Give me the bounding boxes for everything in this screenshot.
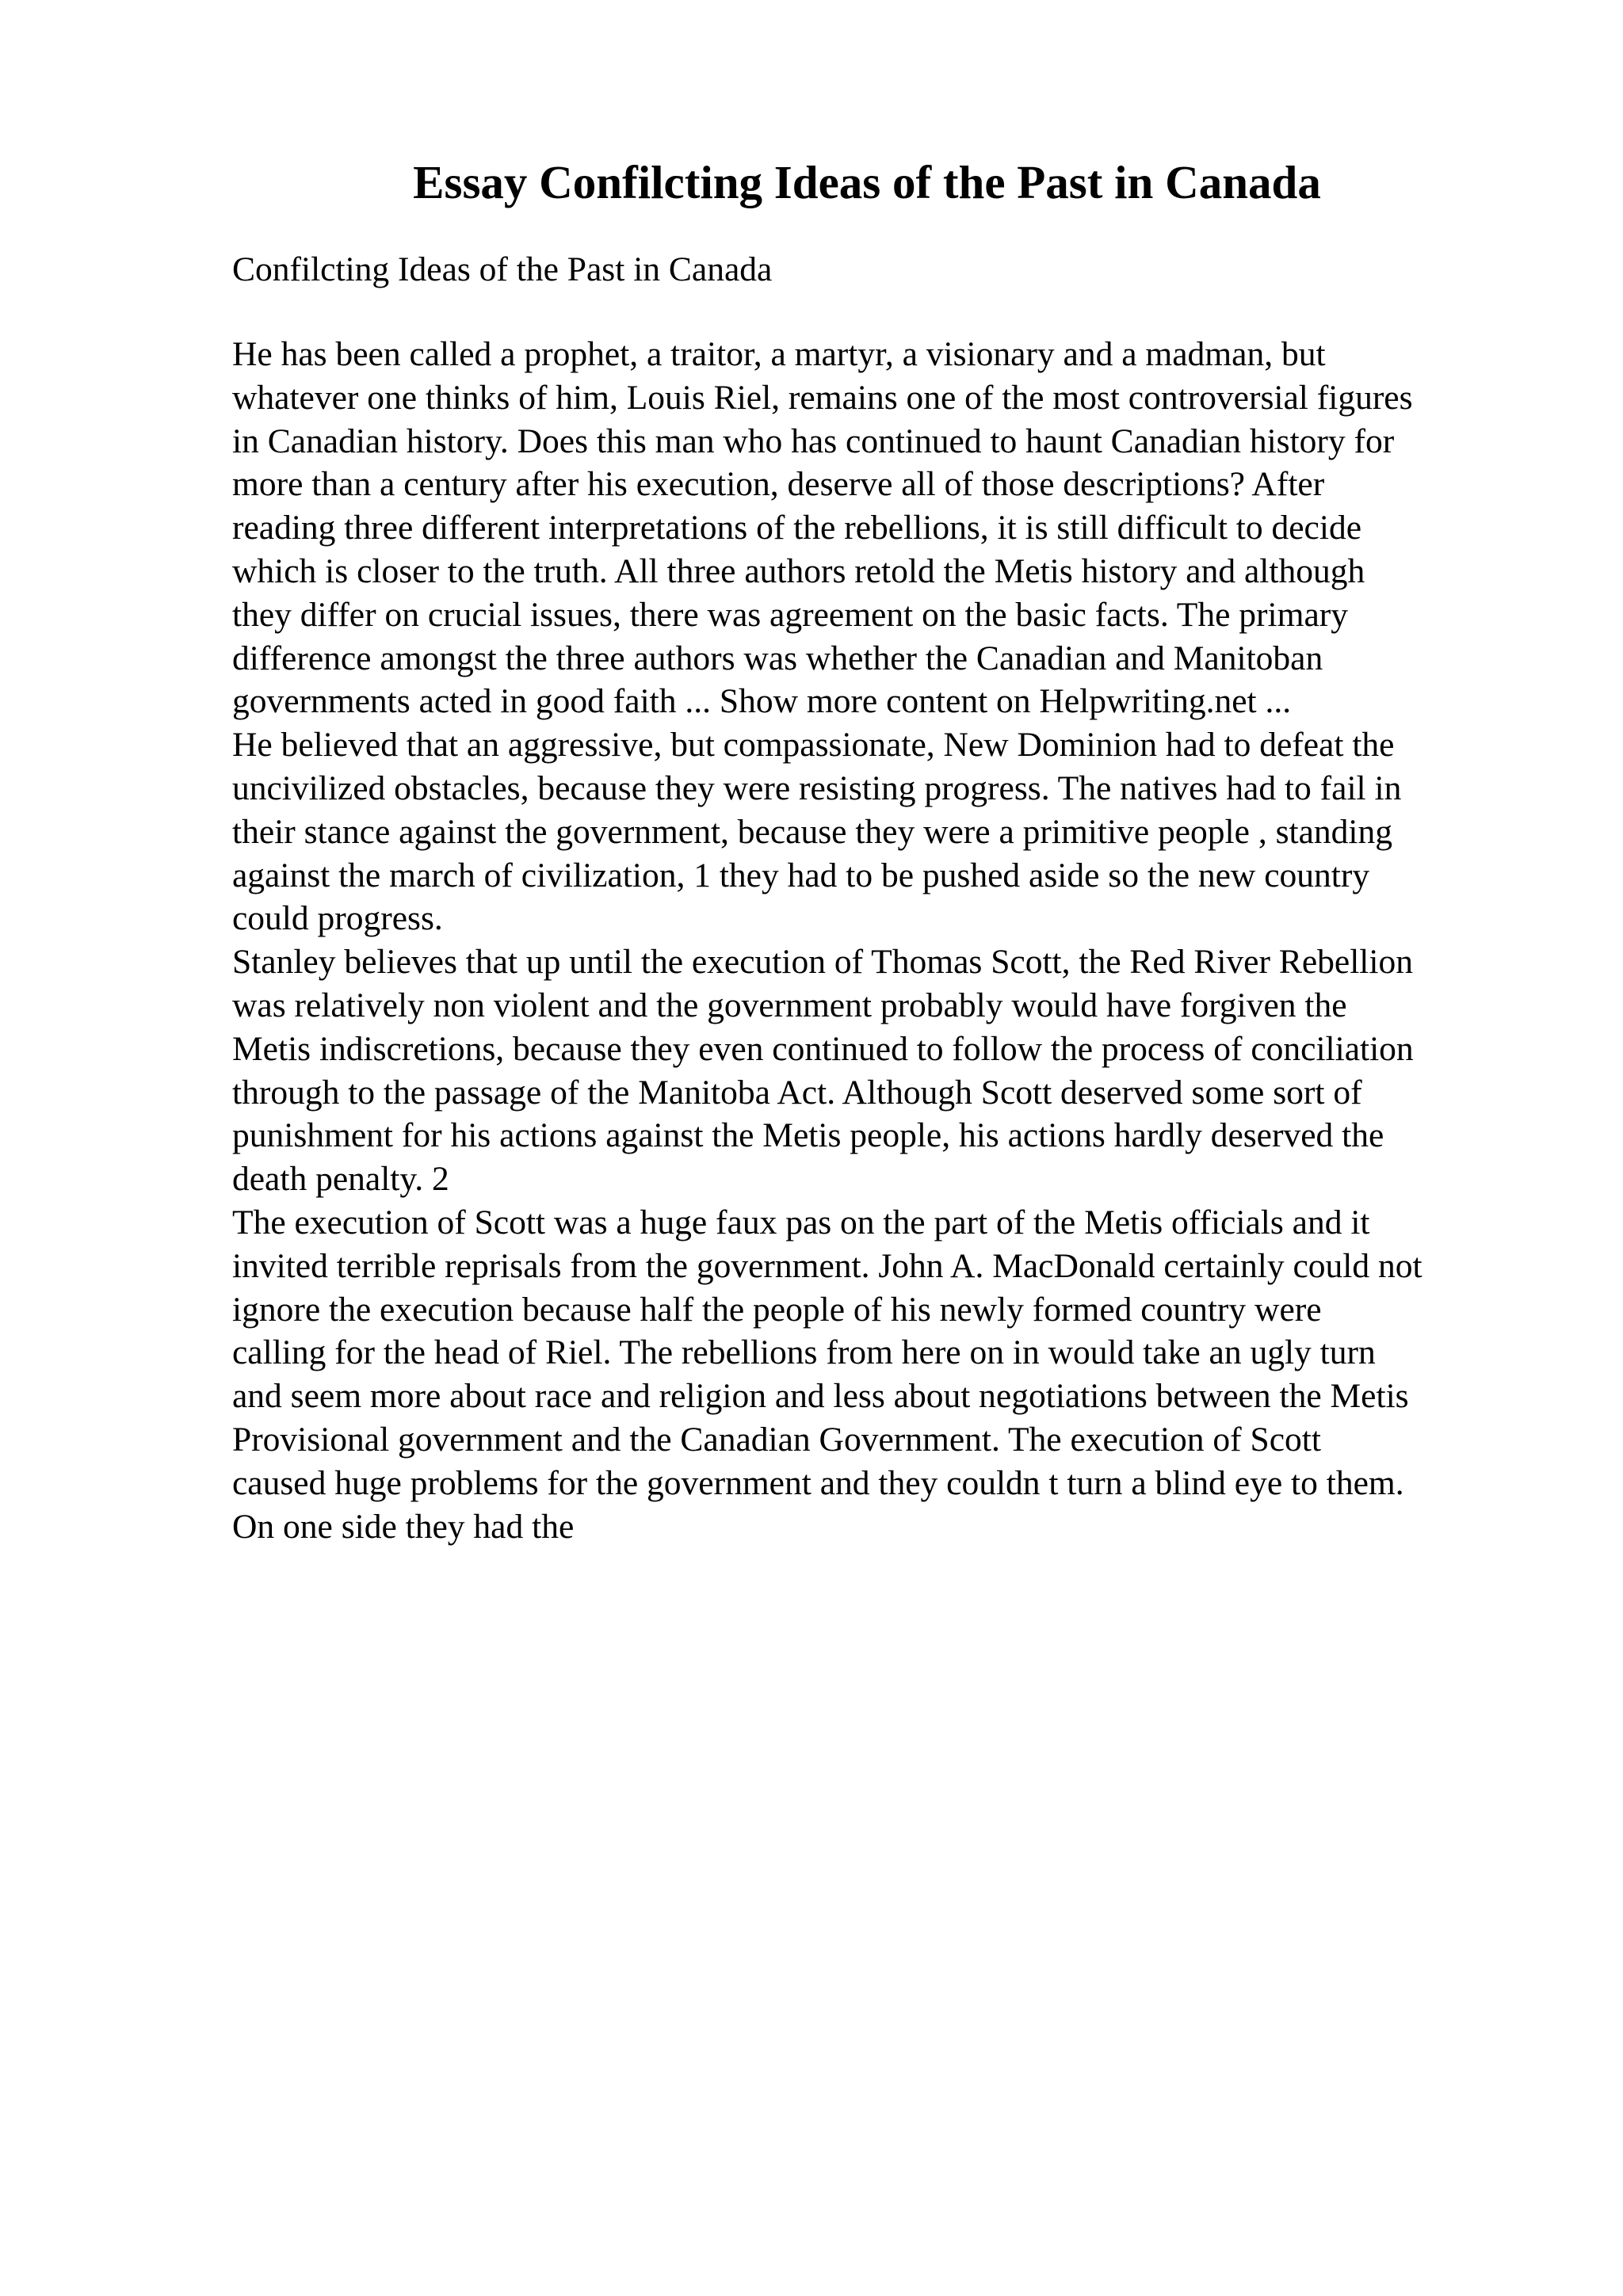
paragraph-line: invited terrible reprisals from the government. John A. MacDonald certainly could not: [232, 1246, 1423, 1285]
essay-paragraph: [232, 333, 1611, 723]
paragraph-line: On one side they had the: [232, 1507, 575, 1546]
paragraph-line: difference amongst the three authors was whether the Canadian and Manitoban: [232, 639, 1323, 677]
paragraph-line: Metis indiscretions, because they even continued to follow the process of conciliation: [232, 1029, 1414, 1068]
essay-paragraph: [232, 940, 1611, 1201]
essay-body: [232, 333, 1611, 1548]
paragraph-line: Stanley believes that up until the execution of Thomas Scott, the Red River Rebellion: [232, 943, 1413, 982]
paragraph-line: punishment for his actions against the Metis people, his actions hardly deserved the: [232, 1116, 1384, 1155]
paragraph-line: caused huge problems for the government and they couldn t turn a blind eye to them.: [232, 1463, 1404, 1502]
paragraph-line: was relatively non violent and the government probably would have forgiven the: [232, 986, 1347, 1024]
document-subtitle: Confilcting Ideas of the Past in Canada: [232, 250, 773, 288]
essay-paragraph: [232, 1201, 1611, 1548]
paragraph-line: He believed that an aggressive, but compassionate, New Dominion had to defeat the: [232, 726, 1395, 765]
paragraph-line: they differ on crucial issues, there was agreement on the basic facts. The primary: [232, 595, 1348, 634]
paragraph-line: death penalty. 2: [232, 1160, 449, 1199]
paragraph-line: ignore the execution because half the people of his newly formed country were: [232, 1290, 1322, 1329]
essay-paragraph: [232, 723, 1611, 940]
paragraph-line: uncivilized obstacles, because they were resisting progress. The natives had to fail in: [232, 769, 1402, 807]
paragraph-line: against the march of civilization, 1 they had to be pushed aside so the new country: [232, 856, 1370, 894]
paragraph-line: and seem more about race and religion and less about negotiations between the Metis: [232, 1377, 1409, 1416]
paragraph-line: could progress.: [232, 899, 443, 938]
paragraph-line: He has been called a prophet, a traitor, a martyr, a visionary and a madman, but: [232, 335, 1326, 373]
paragraph-line: through to the passage of the Manitoba Act. Although Scott deserved some sort of: [232, 1073, 1362, 1112]
paragraph-line: reading three different interpretations of the rebellions, it is still difficult to decide: [232, 509, 1362, 547]
paragraph-line: The execution of Scott was a huge faux pas on the part of the Metis officials and it: [232, 1203, 1370, 1241]
paragraph-line: whatever one thinks of him, Louis Riel, remains one of the most controversial figures: [232, 378, 1413, 417]
paragraph-line: calling for the head of Riel. The rebellions from here on in would take an ugly turn: [232, 1333, 1376, 1372]
paragraph-line: in Canadian history. Does this man who has continued to haunt Canadian history for: [232, 421, 1395, 460]
document-title: Essay Confilcting Ideas of the Past in Canada: [413, 156, 1321, 208]
paragraph-line: their stance against the government, because they were a primitive people , standing: [232, 812, 1392, 851]
paragraph-line: governments acted in good faith ... Show more content on Helpwriting.net ...: [232, 682, 1292, 721]
paragraph-line: more than a century after his execution, deserve all of those descriptions? After: [232, 465, 1325, 504]
paragraph-line: Provisional government and the Canadian Government. The execution of Scott: [232, 1420, 1321, 1459]
paragraph-line: which is closer to the truth. All three authors retold the Metis history and although: [232, 551, 1365, 590]
